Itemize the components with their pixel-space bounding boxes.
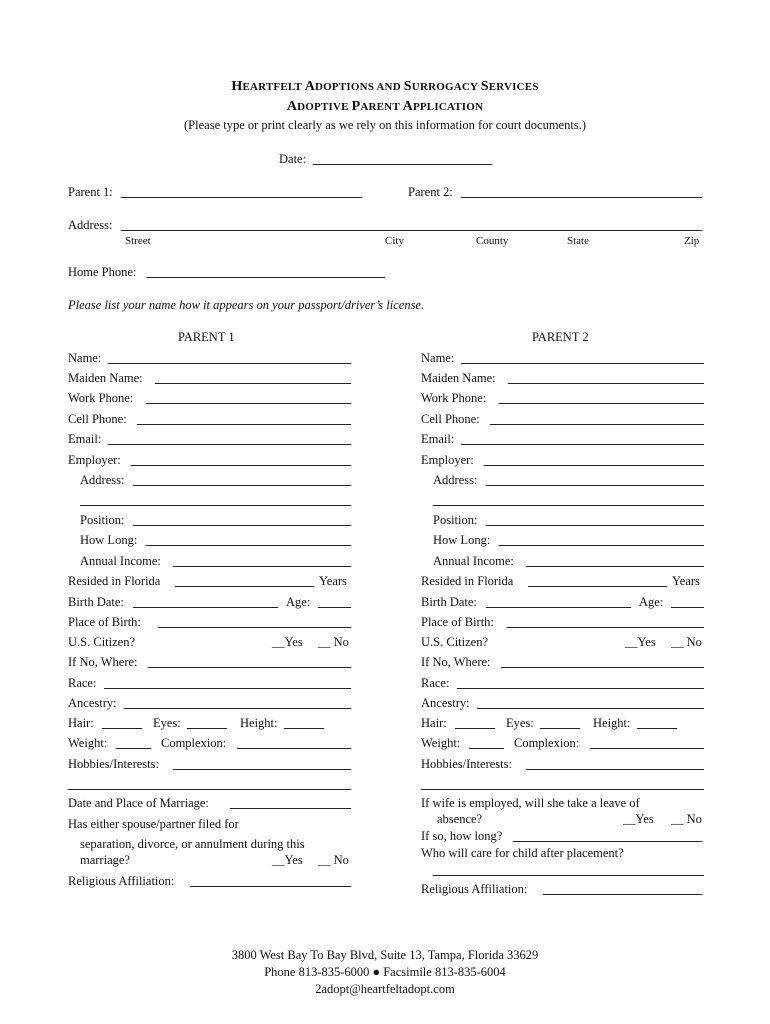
p2-employer-label: Employer: (421, 453, 474, 467)
p1-citizen-no[interactable]: __ No (318, 635, 349, 649)
p2-name-label: Name: (421, 351, 455, 365)
p1-eyes-label: Eyes: (153, 716, 181, 730)
p1-maiden-label: Maiden Name: (68, 371, 143, 385)
footer-email[interactable]: 2adopt@heartfeltadopt.com (315, 982, 455, 996)
p2-email-label: Email: (421, 432, 455, 446)
wife-employed-label: If wife is employed, will she take a leave of (421, 796, 640, 810)
p2-work-phone-label: Work Phone: (421, 391, 487, 405)
p1-name-field[interactable] (108, 363, 351, 364)
p2-if-no-field[interactable] (501, 667, 704, 668)
p2-hair-label: Hair: (421, 716, 447, 730)
p1-position-field[interactable] (133, 525, 351, 526)
form-title: HEARTFELT ADOPTIONS AND SURROGACY SERVICES (231, 79, 539, 94)
parent2-field[interactable] (461, 197, 702, 198)
p1-resided-label: Resided in Florida (68, 574, 161, 588)
who-care-field[interactable] (433, 875, 704, 876)
p1-email-field[interactable] (108, 444, 351, 445)
p1-cell-phone-field[interactable] (137, 424, 351, 425)
p1-address-label: Address: (80, 473, 125, 487)
p1-years-label: Years (319, 574, 347, 588)
parent1-field[interactable] (121, 197, 362, 198)
p2-weight-label: Weight: (421, 736, 461, 750)
p1-annual-income-field[interactable] (173, 566, 351, 567)
date-field[interactable] (313, 164, 492, 165)
p2-weight-field[interactable] (469, 748, 504, 749)
p1-birth-date-label: Birth Date: (68, 595, 124, 609)
p1-address-field[interactable] (133, 485, 351, 486)
p2-resided-label: Resided in Florida (421, 574, 514, 588)
marriage-field[interactable] (230, 808, 351, 809)
p2-hair-field[interactable] (455, 728, 495, 729)
p2-annual-income-label: Annual Income: (433, 554, 514, 568)
p1-annual-income-label: Annual Income: (80, 554, 161, 568)
p2-birth-date-field[interactable] (486, 607, 631, 608)
address-field[interactable] (121, 230, 702, 231)
p1-how-long-label: How Long: (80, 533, 138, 547)
p1-maiden-field[interactable] (155, 383, 351, 384)
addr-city-caption: City (385, 235, 404, 247)
p2-employer-field[interactable] (484, 465, 704, 466)
p2-height-field[interactable] (637, 728, 677, 729)
p2-age-field[interactable] (671, 607, 704, 608)
filed-no[interactable]: __ No (318, 853, 349, 867)
footer-phone: Phone 813-835-6000 ● Facsimile 813-835-6004 (264, 965, 506, 979)
p2-name-field[interactable] (461, 363, 704, 364)
p2-place-birth-label: Place of Birth: (421, 615, 494, 629)
absence-label: absence? (437, 812, 483, 826)
instruction-text: Please list your name how it appears on your passport/driver’s license. (68, 298, 425, 312)
p2-hobbies-field[interactable] (526, 769, 704, 770)
p1-cell-phone-label: Cell Phone: (68, 412, 127, 426)
p2-religious-label: Religious Affiliation: (421, 882, 528, 896)
p2-cell-phone-label: Cell Phone: (421, 412, 480, 426)
p2-hobbies-label: Hobbies/Interests: (421, 757, 512, 771)
p1-position-label: Position: (80, 513, 125, 527)
p1-race-label: Race: (68, 676, 97, 690)
p2-place-birth-field[interactable] (507, 627, 704, 628)
p1-hobbies-field[interactable] (173, 769, 351, 770)
p1-employer-field[interactable] (131, 465, 351, 466)
p2-address-field[interactable] (486, 485, 704, 486)
p2-how-long-field[interactable] (499, 545, 704, 546)
date-label: Date: (279, 152, 307, 166)
home-phone-field[interactable] (147, 277, 385, 278)
p2-address-field-2[interactable] (433, 505, 704, 506)
p1-age-field[interactable] (318, 607, 351, 608)
who-care-label: Who will care for child after placement? (421, 846, 624, 860)
p1-hobbies-field-2[interactable] (68, 789, 351, 790)
p2-eyes-label: Eyes: (506, 716, 534, 730)
home-phone-label: Home Phone: (68, 265, 137, 279)
p2-position-label: Position: (433, 513, 478, 527)
p2-citizen-no[interactable]: __ No (671, 635, 702, 649)
p1-complexion-field[interactable] (237, 748, 351, 749)
absence-yes[interactable]: __Yes (623, 812, 654, 826)
p2-work-phone-field[interactable] (499, 403, 704, 404)
p2-address-label: Address: (433, 473, 478, 487)
p2-resided-field[interactable] (528, 586, 667, 587)
p2-race-label: Race: (421, 676, 450, 690)
addr-zip-caption: Zip (684, 235, 700, 247)
p2-annual-income-field[interactable] (526, 566, 704, 567)
p2-complexion-label: Complexion: (514, 736, 580, 750)
p1-resided-field[interactable] (175, 586, 314, 587)
p1-birth-date-field[interactable] (133, 607, 278, 608)
p2-how-long-label: How Long: (433, 533, 491, 547)
p1-citizen-label: U.S. Citizen? (68, 635, 136, 649)
p1-citizen-yes[interactable]: __Yes (272, 635, 303, 649)
p1-hair-field[interactable] (102, 728, 142, 729)
p2-citizen-yes[interactable]: __Yes (625, 635, 656, 649)
form-subtitle: ADOPTIVE PARENT APPLICATION (286, 99, 484, 114)
p1-how-long-field[interactable] (146, 545, 351, 546)
p2-height-label: Height: (593, 716, 631, 730)
p1-eyes-field[interactable] (187, 728, 227, 729)
p2-if-no-label: If No, Where: (421, 655, 491, 669)
p1-ancestry-label: Ancestry: (68, 696, 117, 710)
p1-ancestry-field[interactable] (124, 708, 351, 709)
p2-cell-phone-field[interactable] (490, 424, 704, 425)
p1-work-phone-field[interactable] (146, 403, 351, 404)
filed-yes[interactable]: __Yes (272, 853, 303, 867)
p2-maiden-label: Maiden Name: (421, 371, 496, 385)
p2-ancestry-field[interactable] (477, 708, 704, 709)
p1-address-field-2[interactable] (80, 505, 351, 506)
p2-ancestry-label: Ancestry: (421, 696, 470, 710)
p2-maiden-field[interactable] (508, 383, 704, 384)
p1-hobbies-label: Hobbies/Interests: (68, 757, 159, 771)
p2-years-label: Years (672, 574, 700, 588)
p2-hobbies-field-2[interactable] (421, 789, 704, 790)
addr-street-caption: Street (125, 235, 151, 247)
p2-eyes-field[interactable] (540, 728, 580, 729)
p1-complexion-label: Complexion: (161, 736, 227, 750)
p2-email-field[interactable] (461, 444, 704, 445)
p1-place-birth-label: Place of Birth: (68, 615, 141, 629)
p1-if-no-field[interactable] (148, 667, 351, 668)
p1-place-birth-field[interactable] (158, 627, 351, 628)
how-long-label: If so, how long? (421, 829, 503, 843)
p2-position-field[interactable] (486, 525, 704, 526)
footer-address: 3800 West Bay To Bay Blvd, Suite 13, Tampa, Florida 33629 (231, 948, 539, 962)
parent2-label: Parent 2: (408, 185, 453, 199)
p2-race-field[interactable] (457, 688, 704, 689)
p1-employer-label: Employer: (68, 453, 121, 467)
parent1-label: Parent 1: (68, 185, 113, 199)
p1-email-label: Email: (68, 432, 102, 446)
filed-label: Has either spouse/partner filed for (68, 817, 239, 831)
parent1-heading: PARENT 1 (178, 330, 235, 344)
absence-no[interactable]: __ No (671, 812, 702, 826)
p2-birth-date-label: Birth Date: (421, 595, 477, 609)
p1-hair-label: Hair: (68, 716, 94, 730)
p1-work-phone-label: Work Phone: (68, 391, 134, 405)
p2-religious-field[interactable] (543, 894, 702, 895)
marriage-label: Date and Place of Marriage: (68, 796, 209, 810)
addr-county-caption: County (476, 235, 509, 247)
form-note: (Please type or print clearly as we rely on this information for court documents.) (184, 118, 586, 132)
p1-religious-label: Religious Affiliation: (68, 874, 175, 888)
p1-name-label: Name: (68, 351, 102, 365)
separation-label: separation, divorce, or annulment during this (80, 837, 305, 851)
marriage-question: marriage? (80, 853, 130, 867)
p1-weight-label: Weight: (68, 736, 108, 750)
p1-weight-field[interactable] (116, 748, 151, 749)
p1-religious-field[interactable] (190, 886, 351, 887)
p1-height-field[interactable] (284, 728, 324, 729)
p1-race-field[interactable] (104, 688, 351, 689)
how-long-field[interactable] (513, 841, 702, 842)
p2-age-label: Age: (639, 595, 664, 609)
addr-state-caption: State (567, 235, 589, 247)
p2-citizen-label: U.S. Citizen? (421, 635, 489, 649)
p2-complexion-field[interactable] (590, 748, 704, 749)
p1-age-label: Age: (286, 595, 311, 609)
p1-if-no-label: If No, Where: (68, 655, 138, 669)
parent2-heading: PARENT 2 (532, 330, 589, 344)
p1-height-label: Height: (240, 716, 278, 730)
address-label: Address: (68, 218, 113, 232)
